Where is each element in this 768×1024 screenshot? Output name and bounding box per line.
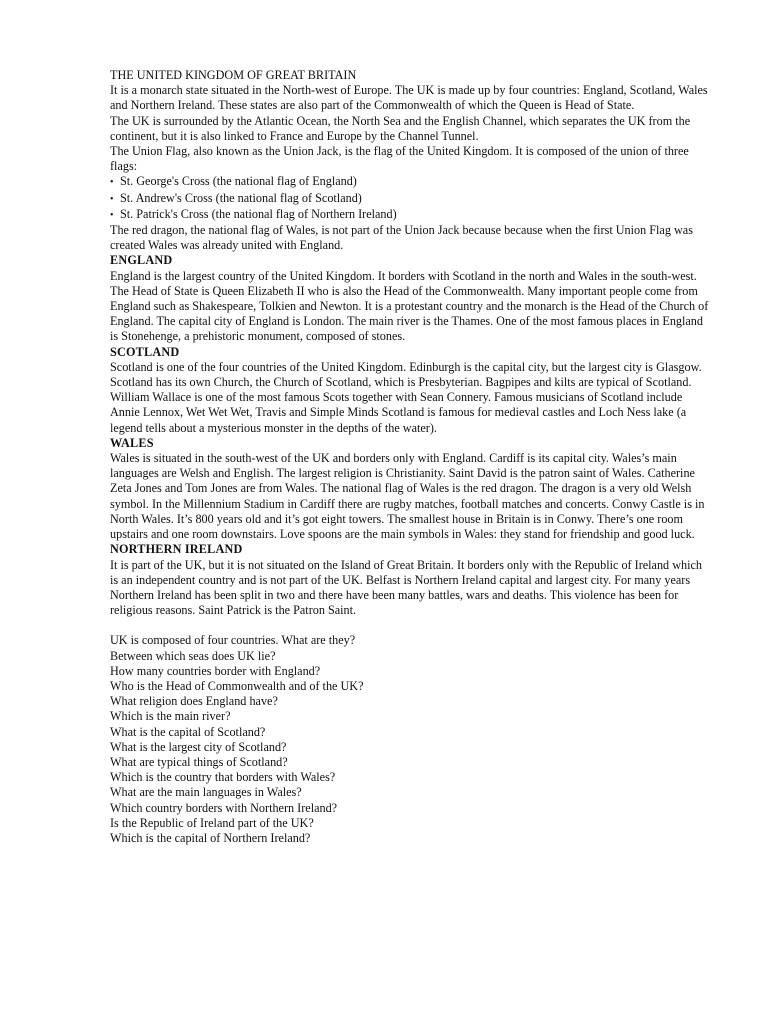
section-text-scotland: Scotland is one of the four countries of the United Kingdom. Edinburgh is the capital city, but the largest city is Glasgow. Scotland has its own Church, the Church of Scotland, which is Presbyterian. Bagpipes and kilts are typical of Scotland. William Wallace is one of the most famous Scots together with Sean Connery. Famous musicians of Scotland include Annie Lennox, Wet Wet Wet, Travis and Simple Minds Scotland is famous for medieval castles and Loch Ness lake (a legend tells about a mysterious monster in the depths of the water). (110, 359, 702, 435)
question-item: How many countries border with England? (110, 663, 321, 678)
question-item: Is the Republic of Ireland part of the UK? (110, 815, 314, 830)
bullet-icon: • (110, 209, 114, 221)
document-page (110, 68, 710, 846)
question-item: Which is the capital of Northern Ireland? (110, 830, 311, 845)
flag-list-item-text: St. Patrick's Cross (the national flag of Northern Ireland) (120, 206, 397, 221)
question-item: What religion does England have? (110, 694, 278, 709)
flag-list (110, 174, 710, 223)
question-item: Which is the country that borders with Wales? (110, 770, 336, 785)
section-text-england: England is the largest country of the United Kingdom. It borders with Scotland in the north and Wales in the south-west. The Head of State is Queen Elizabeth II who is also the Head of the Commonwealth. Many important people come from England such as Shakespeare, Tolkien and Newton. It is a protestant country and the monarch is the Head of the Church of England. The capital city of England is London. The main river is the Thames. One of the most famous places in England is Stonehenge, a prehistoric monument, composed of stones. (110, 268, 709, 344)
question-item: UK is composed of four countries. What are they? (110, 633, 356, 648)
flag-list-item (110, 174, 710, 190)
bullet-icon: • (110, 193, 114, 205)
dragon-note-paragraph: The red dragon, the national flag of Wales, is not part of the Union Jack because because when the first Union Flag was created Wales was already united with England. (110, 223, 693, 253)
question-item: Who is the Head of Commonwealth and of the UK? (110, 678, 364, 693)
question-item: What are typical things of Scotland? (110, 754, 288, 769)
question-item: Which country borders with Northern Ireland? (110, 800, 338, 815)
document-title: THE UNITED KINGDOM OF GREAT BRITAIN (110, 68, 357, 82)
question-list (110, 633, 710, 846)
section-heading-scotland: SCOTLAND (110, 344, 180, 359)
section-text-wales: Wales is situated in the south-west of the UK and borders only with England. Cardiff is its capital city. Wales’s main languages are Welsh and English. The largest religion is Christianity. Saint David is the patron saint of Wales. Catherine Zeta Jones and Tom Jones are from Wales. The national flag of Wales is the red dragon. The dragon is a very old Welsh symbol. In the Millennium Stadium in Cardiff there are rugby matches, football matches and concerts. Conwy Castle is in North Wales. It’s 800 years old and it’s got eight towers. The smallest house in Britain is in Conwy. There’s one room upstairs and one room downstairs. Love spoons are the main symbols in Wales: they stand for friendship and good luck. (110, 451, 705, 542)
section-text-northern-ireland: It is part of the UK, but it is not situated on the Island of Great Britain. It borders only with the Republic of Ireland which is an independent country and is not part of the UK. Belfast is Northern Ireland capital and largest city. For many years Northern Ireland has been split in two and there have been many battles, wars and deaths. This violence has been for religious reasons. Saint Patrick is the Patron Saint. (110, 557, 702, 618)
question-item: What are the main languages in Wales? (110, 785, 302, 800)
flag-list-item (110, 207, 710, 223)
intro-paragraph-geography: The UK is surrounded by the Atlantic Ocean, the North Sea and the English Channel, which separates the UK from the continent, but it is also linked to France and Europe by the Channel Tunnel. (110, 113, 691, 143)
section-heading-northern-ireland: NORTHERN IRELAND (110, 542, 243, 557)
flag-list-item-text: St. Andrew's Cross (the national flag of Scotland) (120, 190, 362, 205)
question-item: Which is the main river? (110, 709, 231, 724)
section-heading-wales: WALES (110, 435, 154, 450)
intro-paragraph-monarchy: It is a monarch state situated in the North-west of Europe. The UK is made up by four countries: England, Scotland, Wales and Northern Ireland. These states are also part of the Commonwealth of which the Queen is Head of State. (110, 83, 708, 113)
section-spacer (110, 618, 710, 633)
question-item: Between which seas does UK lie? (110, 648, 276, 663)
intro-paragraph-union-flag: The Union Flag, also known as the Union Jack, is the flag of the United Kingdom. It is composed of the union of three flags: (110, 144, 689, 174)
bullet-icon: • (110, 177, 114, 189)
question-item: What is the capital of Scotland? (110, 724, 266, 739)
question-item: What is the largest city of Scotland? (110, 739, 287, 754)
flag-list-item-text: St. George's Cross (the national flag of England) (120, 174, 357, 189)
flag-list-item (110, 191, 710, 207)
section-heading-england: ENGLAND (110, 253, 173, 268)
